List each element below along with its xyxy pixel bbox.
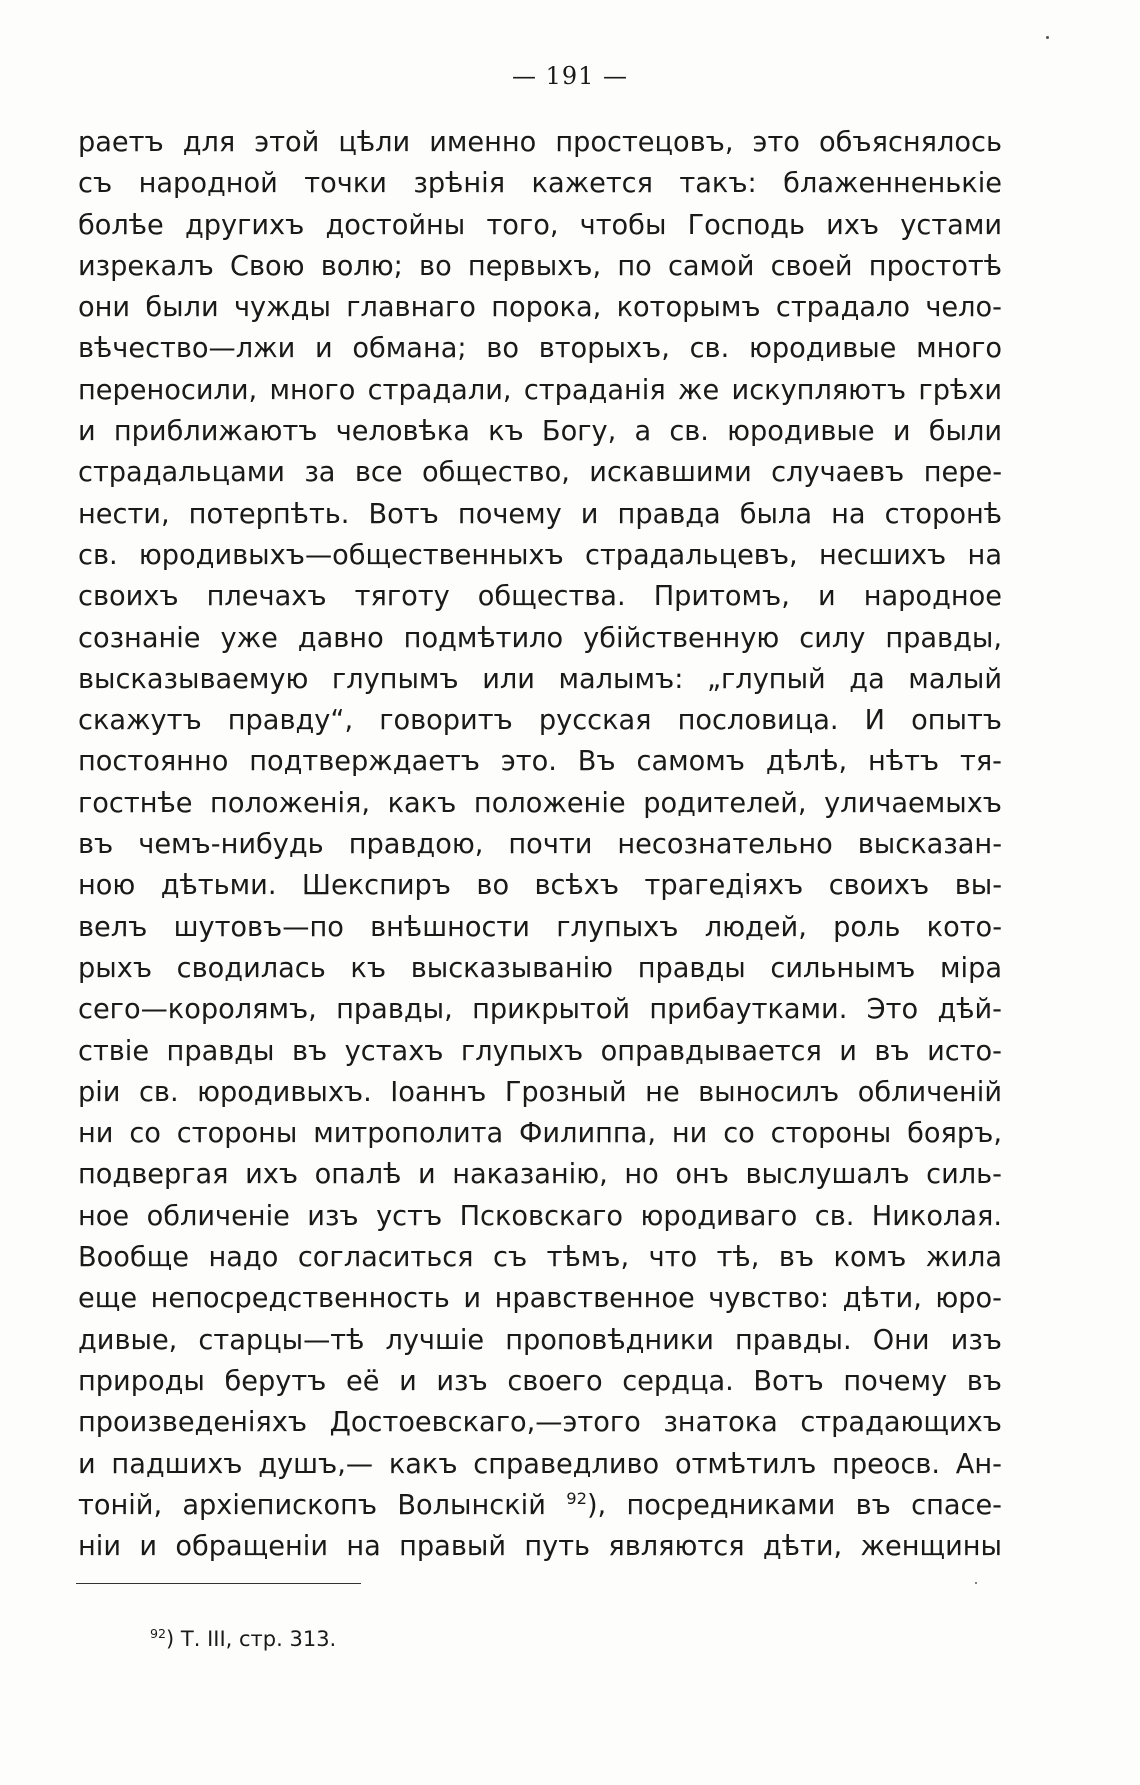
text-line: болѣе другихъ достойны того, чтобы Господь ихъ устами <box>78 209 1002 241</box>
footnote-reference: 92 <box>566 1488 587 1508</box>
footnote-marker: 92 <box>150 1626 167 1641</box>
text-line: ное обличеніе изъ устъ Псковскаго юродиваго св. Николая. <box>78 1200 1002 1232</box>
text-line: съ народной точки зрѣнія кажется такъ: блаженненькіе <box>78 168 1002 200</box>
footnote <box>150 1627 336 1651</box>
text-line: въ чемъ-нибудь правдою, почти несознательно высказан- <box>78 829 1002 861</box>
text-line: ніи и обращеніи на правый путь являются дѣти, женщины <box>78 1531 1002 1563</box>
text-line: постоянно подтверждаетъ это. Въ самомъ дѣлѣ, нѣтъ тя- <box>78 746 1002 778</box>
text-line: вѣчество—лжи и обмана; во вторыхъ, св. юродивые много <box>78 333 1002 365</box>
text-line: рыхъ сводилась къ высказыванію правды сильнымъ міра <box>78 952 1002 984</box>
text-line: страдальцами за все общество, искавшими случаевъ пере- <box>78 457 1002 489</box>
text-line: своихъ плечахъ тяготу общества. Притомъ, и народное <box>78 581 1002 613</box>
text-line: они были чужды главнаго порока, которымъ страдало чело- <box>78 292 1002 324</box>
footnote-divider <box>76 1583 361 1584</box>
text-line: ною дѣтьми. Шекспиръ во всѣхъ трагедіяхъ своихъ вы- <box>78 870 1002 902</box>
text-line: гостнѣе положенія, какъ положеніе родителей, уличаемыхъ <box>78 787 1002 819</box>
text-line: переносили, много страдали, страданія же искупляютъ грѣхи <box>78 374 1002 406</box>
text-line: дивые, старцы—тѣ лучшіе проповѣдники правды. Они изъ <box>78 1324 1002 1356</box>
text-line: нести, потерпѣть. Вотъ почему и правда была на сторонѣ <box>78 498 1002 530</box>
text-line: сего—королямъ, правды, прикрытой прибаутками. Это дѣй- <box>78 994 1002 1026</box>
text-line: природы берутъ её и изъ своего сердца. Вотъ почему въ <box>78 1365 1002 1397</box>
text-line: и падшихъ душъ,— какъ справедливо отмѣтилъ преосв. Ан- <box>78 1448 1002 1480</box>
scan-speck <box>1046 36 1049 39</box>
text-line: высказываемую глупымъ или малымъ: „глупый да малый <box>78 663 1002 695</box>
text-line: ни со стороны митрополита Филиппа, ни со стороны бояръ, <box>78 1118 1002 1150</box>
text-line: св. юродивыхъ—общественныхъ страдальцевъ, несшихъ на <box>78 539 1002 571</box>
text-line: Вообще надо согласиться съ тѣмъ, что тѣ, въ комъ жила <box>78 1242 1002 1274</box>
text-line: ствіе правды въ устахъ глупыхъ оправдывается и въ исто- <box>78 1035 1002 1067</box>
page-number: — 191 — <box>511 62 629 90</box>
text-segment: тоній, архіепископъ Волынскій <box>78 1489 567 1521</box>
footnote-text: ) Т. III, стр. 313. <box>166 1627 337 1651</box>
text-line: произведеніяхъ Достоевскаго,—этого знатока страдающихъ <box>78 1407 1002 1439</box>
text-segment: ), посредниками въ спасе- <box>586 1489 1002 1521</box>
text-line: сознаніе уже давно подмѣтило убійственную силу правды, <box>78 622 1002 654</box>
text-line: подвергая ихъ опалѣ и наказанію, но онъ выслушалъ силь- <box>78 1159 1002 1191</box>
text-line: раетъ для этой цѣли именно простецовъ, это объяснялось <box>78 127 1002 158</box>
text-line: ріи св. юродивыхъ. Іоаннъ Грозный не выносилъ обличеній <box>78 1076 1002 1108</box>
text-line: изрекалъ Свою волю; во первыхъ, по самой своей простотѣ <box>78 250 1002 282</box>
text-line: и приближаютъ человѣка къ Богу, а св. юродивые и были <box>78 416 1002 448</box>
text-line <box>78 1485 1002 1526</box>
body-text <box>78 122 1002 1567</box>
scan-speck <box>975 1582 977 1584</box>
text-line: скажутъ правду“, говоритъ русская пословица. И опытъ <box>78 705 1002 737</box>
text-line: еще непосредственность и нравственное чувство: дѣти, юро- <box>78 1283 1002 1315</box>
text-line: велъ шутовъ—по внѣшности глупыхъ людей, роль кото- <box>78 911 1002 943</box>
